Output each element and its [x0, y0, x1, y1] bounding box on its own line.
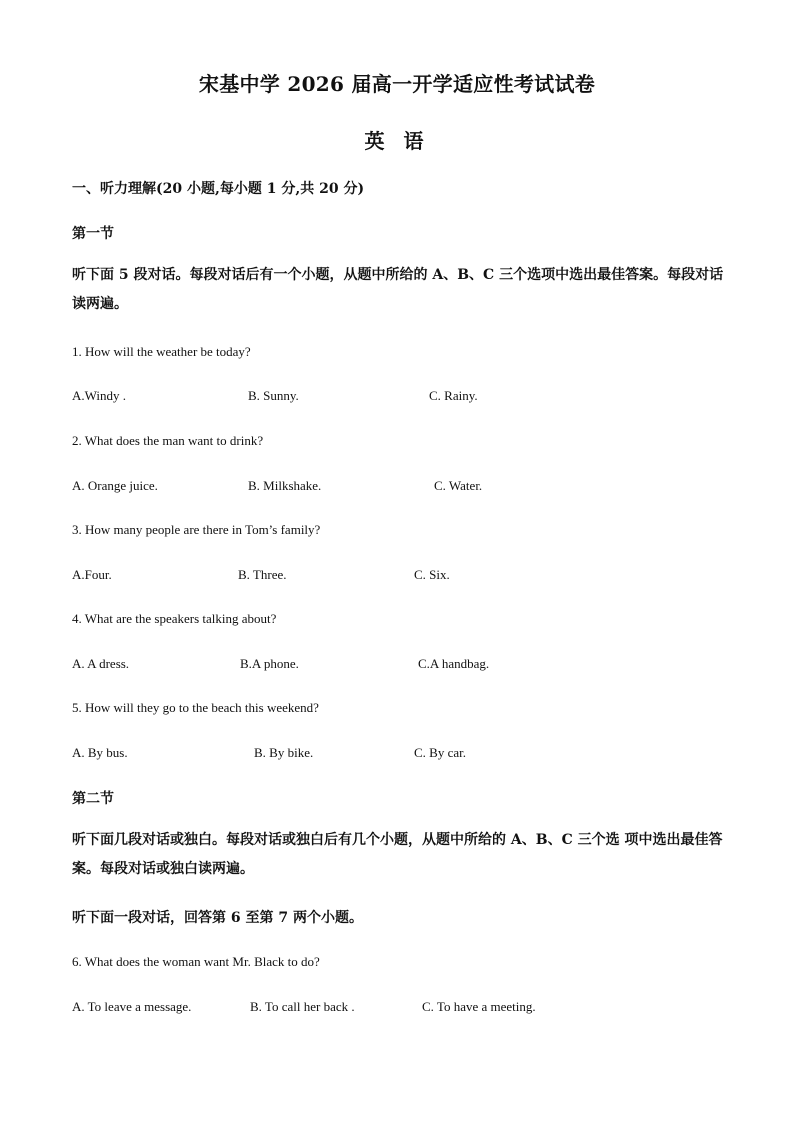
- question-stem: 1. How will the weather be today?: [72, 344, 251, 359]
- part2-instruction: 听下面几段对话或独白。每段对话或独白后有几个小题，从题中所给的 A、B、C 三个选 项中选出最佳答案。每段对话或独白读两遍。: [72, 832, 723, 877]
- question-stem: 2. What does the man want to drink?: [72, 433, 264, 448]
- option-c: C.A handbag.: [418, 656, 490, 671]
- option-c: C. To have a meeting.: [422, 999, 536, 1014]
- option-c: C. Water.: [434, 478, 483, 493]
- option-a: A. To leave a message.: [72, 999, 192, 1014]
- part1-label: 第一节: [72, 226, 114, 242]
- option-c: C. Rainy.: [429, 388, 478, 403]
- option-b: B.A phone.: [240, 656, 299, 671]
- part2-sub-instruction: 听下面一段对话，回答第 6 至第 7 两个小题。: [72, 910, 363, 926]
- option-a: A. A dress.: [72, 656, 130, 671]
- option-b: B. Three.: [238, 567, 287, 582]
- option-a: A.Windy .: [72, 388, 126, 403]
- question-stem: 3. How many people are there in Tom’s family?: [72, 522, 321, 537]
- subject-title: 英 语: [364, 129, 430, 153]
- question-stem: 4. What are the speakers talking about?: [72, 611, 277, 626]
- option-a: A. By bus.: [72, 745, 128, 760]
- option-b: B. Milkshake.: [248, 478, 322, 493]
- part1-instruction: 听下面 5 段对话。每段对话后有一个小题，从题中所给的 A、B、C 三个选项中选出最佳答案。每段对话读两遍。: [72, 267, 724, 312]
- section-heading-listening: 一、听力理解(20 小题,每小题 1 分,共 20 分): [72, 181, 365, 197]
- option-b: B. Sunny.: [248, 388, 299, 403]
- part2-label: 第二节: [72, 791, 114, 807]
- option-b: B. By bike.: [254, 745, 314, 760]
- option-a: A. Orange juice.: [72, 478, 158, 493]
- option-a: A.Four.: [72, 567, 112, 582]
- option-b: B. To call her back .: [250, 999, 355, 1014]
- question-stem: 6. What does the woman want Mr. Black to do?: [72, 954, 320, 969]
- option-c: C. Six.: [414, 567, 450, 582]
- option-c: C. By car.: [414, 745, 466, 760]
- exam-title: 宋基中学 2026 届高一开学适应性考试试卷: [198, 72, 596, 96]
- question-stem: 5. How will they go to the beach this weekend?: [72, 700, 319, 715]
